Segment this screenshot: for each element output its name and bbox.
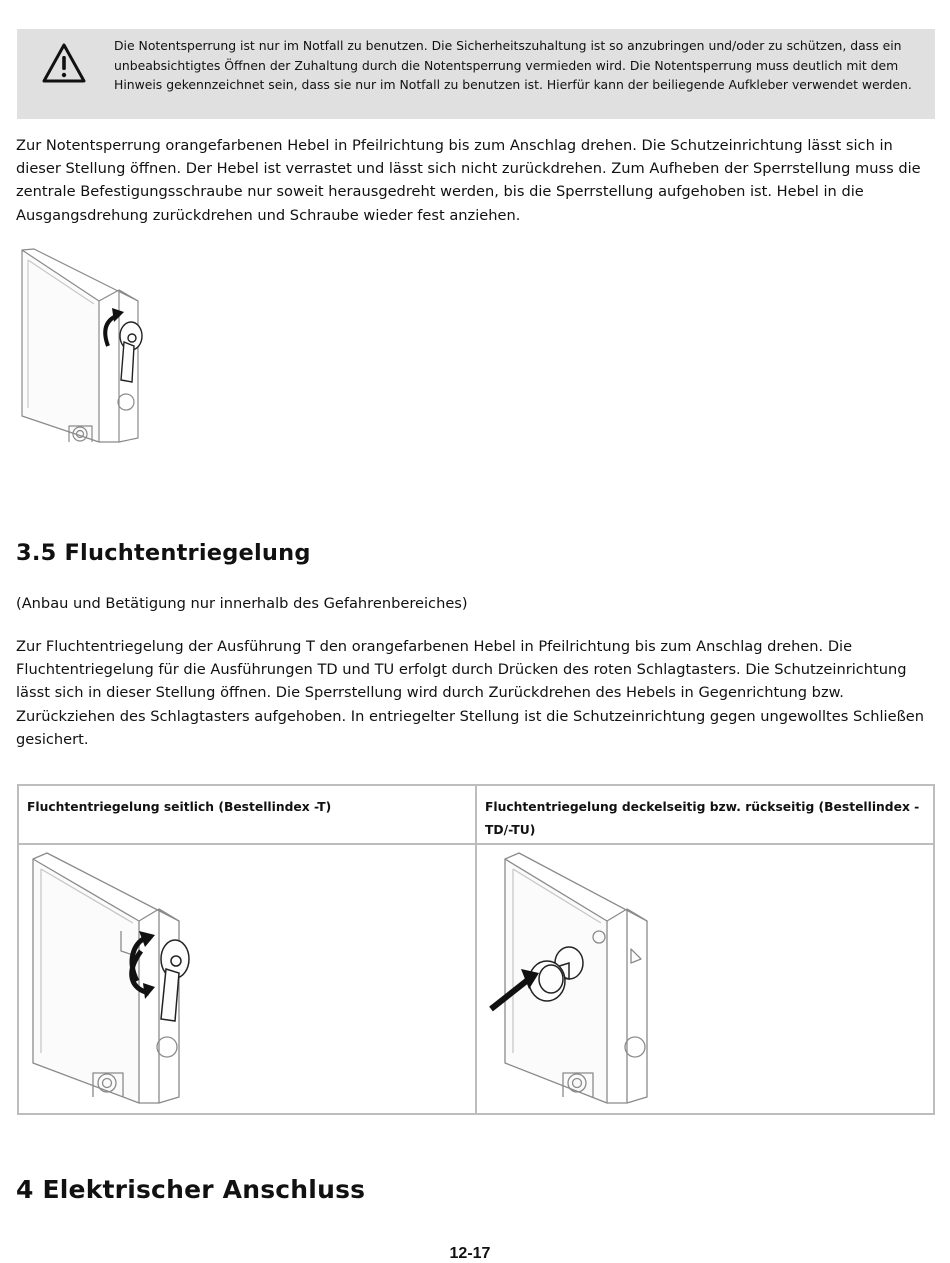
fluchtentriegelung-table — [17, 784, 935, 1115]
notentsperrung-paragraph: Zur Notentsperrung orangefarbenen Hebel in Pfeilrichtung bis zum Anschlag drehen. Die Schutzeinrichtung lässt sich in dieser Stellung öffnen. Der Hebel ist verrastet und lässt sich nicht zurückdrehen. Zum Aufheben der Sperrstellung muss die zentrale Befestigungsschraube nur soweit herausgedreht werden, bis die Sperrstellung aufgehoben ist. Hebel in die Ausgangsdrehung zurückdrehen und Schraube wieder fest anziehen. — [16, 137, 921, 224]
table-header-seitlich: Fluchtentriegelung seitlich (Bestellindex -T) — [18, 785, 476, 844]
page-number: 12-17 — [449, 1245, 491, 1262]
section-heading-fluchtentriegelung: 3.5 Fluchtentriegelung — [16, 540, 311, 566]
table-image-row — [18, 844, 934, 1114]
table-header-row — [18, 785, 934, 844]
section-heading-elektrischer-anschluss: 4 Elektrischer Anschluss — [16, 1175, 366, 1204]
warning-box — [17, 29, 935, 119]
section-note: (Anbau und Betätigung nur innerhalb des Gefahrenbereiches) — [16, 595, 468, 612]
table-header-deckelseitig: Fluchtentriegelung deckelseitig bzw. rückseitig (Bestellindex -TD/-TU) — [476, 785, 934, 844]
lever-release-illustration — [29, 851, 199, 1109]
warning-text: Die Notentsperrung ist nur im Notfall zu benutzen. Die Sicherheitszuhaltung ist so anzubringen und/oder zu schützen, dass ein unbeabsichtigtes Öffnen der Zuhaltung durch die Notentsperrung vermieden wird. Die Notentsperrung muss deutlich mit dem Hinweis gekennzeichnet sein, dass sie nur im Notfall zu benutzen ist. Hierfür kann der beiliegende Aufkleber verwendet werden. — [114, 38, 912, 92]
table-cell-seitlich-image — [18, 844, 476, 1114]
push-button-release-illustration — [485, 851, 655, 1109]
warning-triangle-icon — [41, 42, 87, 84]
fluchtentriegelung-paragraph: Zur Fluchtentriegelung der Ausführung T den orangefarbenen Hebel in Pfeilrichtung bis zum Anschlag drehen. Die Fluchtentriegelung für die Ausführungen TD und TU erfolgt durch Drücken des roten Schlagtasters. Die Schutzeinrichtung lässt sich in dieser Stellung öffnen. Die Sperrstellung wird durch Zurückdrehen des Hebels in Gegenrichtung bzw. Zurückziehen des Schlagtasters aufgehoben. In entriegelter Stellung ist die Schutzeinrichtung gegen ungewolltes Schließen gesichert. — [16, 638, 925, 748]
table-cell-deckelseitig-image — [476, 844, 934, 1114]
notentsperrung-lever-illustration — [14, 246, 154, 452]
